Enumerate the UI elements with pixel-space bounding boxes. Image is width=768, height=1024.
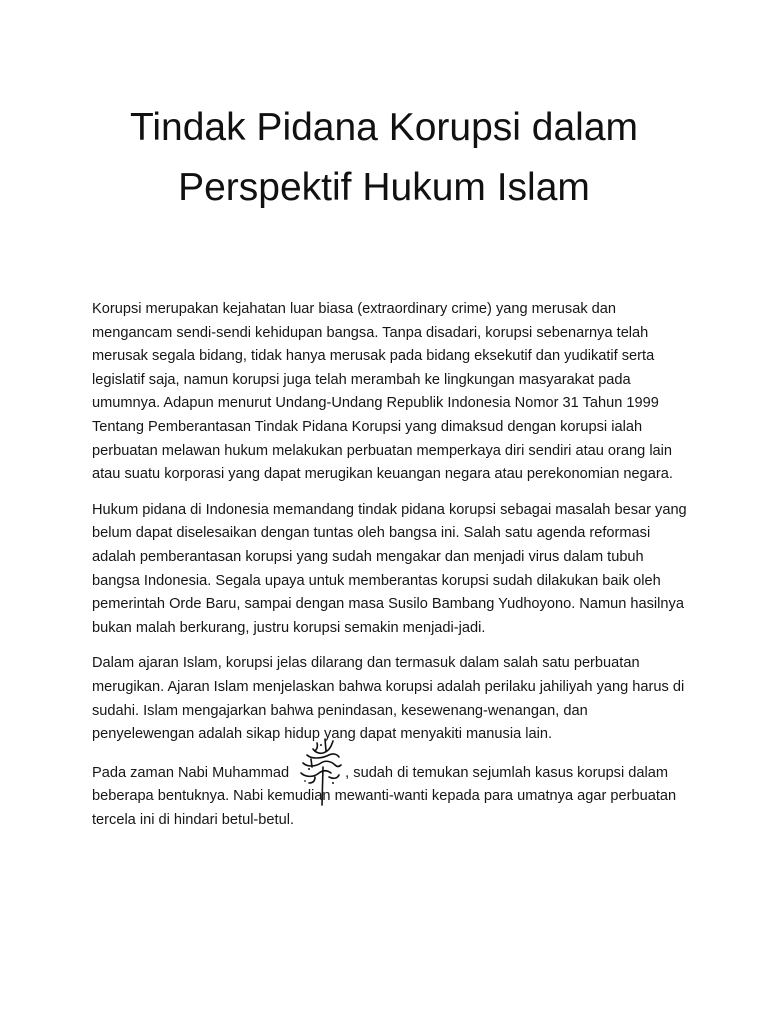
title-line-1: Tindak Pidana Korupsi dalam [129, 106, 638, 149]
paragraph-4-start: Pada zaman Nabi Muhammad [92, 764, 294, 781]
title-line-2: Perspektif Hukum Islam [178, 166, 590, 209]
document-body [92, 298, 692, 832]
paragraph-4 [92, 759, 692, 833]
paragraph-1: Korupsi merupakan kejahatan luar biasa (extraordinary crime) yang merusak dan mengancam sendi-sendi kehidupan bangsa. Tanpa disadari, korupsi sebenarnya telah merusak segala bidang, tidak hanya merusak pada bidang eksekutif dan yudikatif serta legislatif saja, namun korupsi juga telah merambah ke lingkungan masyarakat pada umumnya. Adapun menurut Undang-Undang Republik Indonesia Nomor 31 Tahun 1999 Tentang Pemberantasan Tindak Pidana Korupsi yang dimaksud dengan korupsi ialah perbuatan melawan hukum melakukan perbuatan memperkaya diri sendiri atau orang lain atau suatu korporasi yang dapat merugikan keuangan negara atau perekonomian negara. [92, 301, 673, 483]
paragraph-2: Hukum pidana di Indonesia memandang tindak pidana korupsi sebagai masalah besar yang belum dapat diselesaikan dengan tuntas oleh bangsa ini. Salah satu agenda reformasi adalah pemberantasan korupsi yang sudah mengakar dan menjadi virus dalam tubuh bangsa Indonesia. Segala upaya untuk memberantas korupsi sudah dilakukan baik oleh pemerintah Orde Baru, sampai dengan masa Susilo Bambang Yudhoyono. Namun hasilnya bukan malah berkurang, justru korupsi semakin menjadi-jadi. [92, 501, 687, 636]
salawat-calligraphy-icon [293, 759, 345, 777]
document-title [60, 98, 708, 218]
paragraph-3: Dalam ajaran Islam, korupsi jelas dilarang dan termasuk dalam salah satu perbuatan merugikan. Ajaran Islam menjelaskan bahwa korupsi adalah perilaku jahiliyah yang harus di sudahi. Islam mengajarkan bahwa penindasan, kesewenang-wenangan, dan penyelewengan adalah sikap hidup yang dapat menyakiti manusia lain. [92, 655, 685, 743]
paragraph-4-end: , sudah di temukan sejumlah kasus korupsi dalam beberapa bentuknya. Nabi kemudian mewanti-wanti kepada para umatnya agar perbuatan tercela ini di hindari betul-betul. [92, 764, 677, 828]
